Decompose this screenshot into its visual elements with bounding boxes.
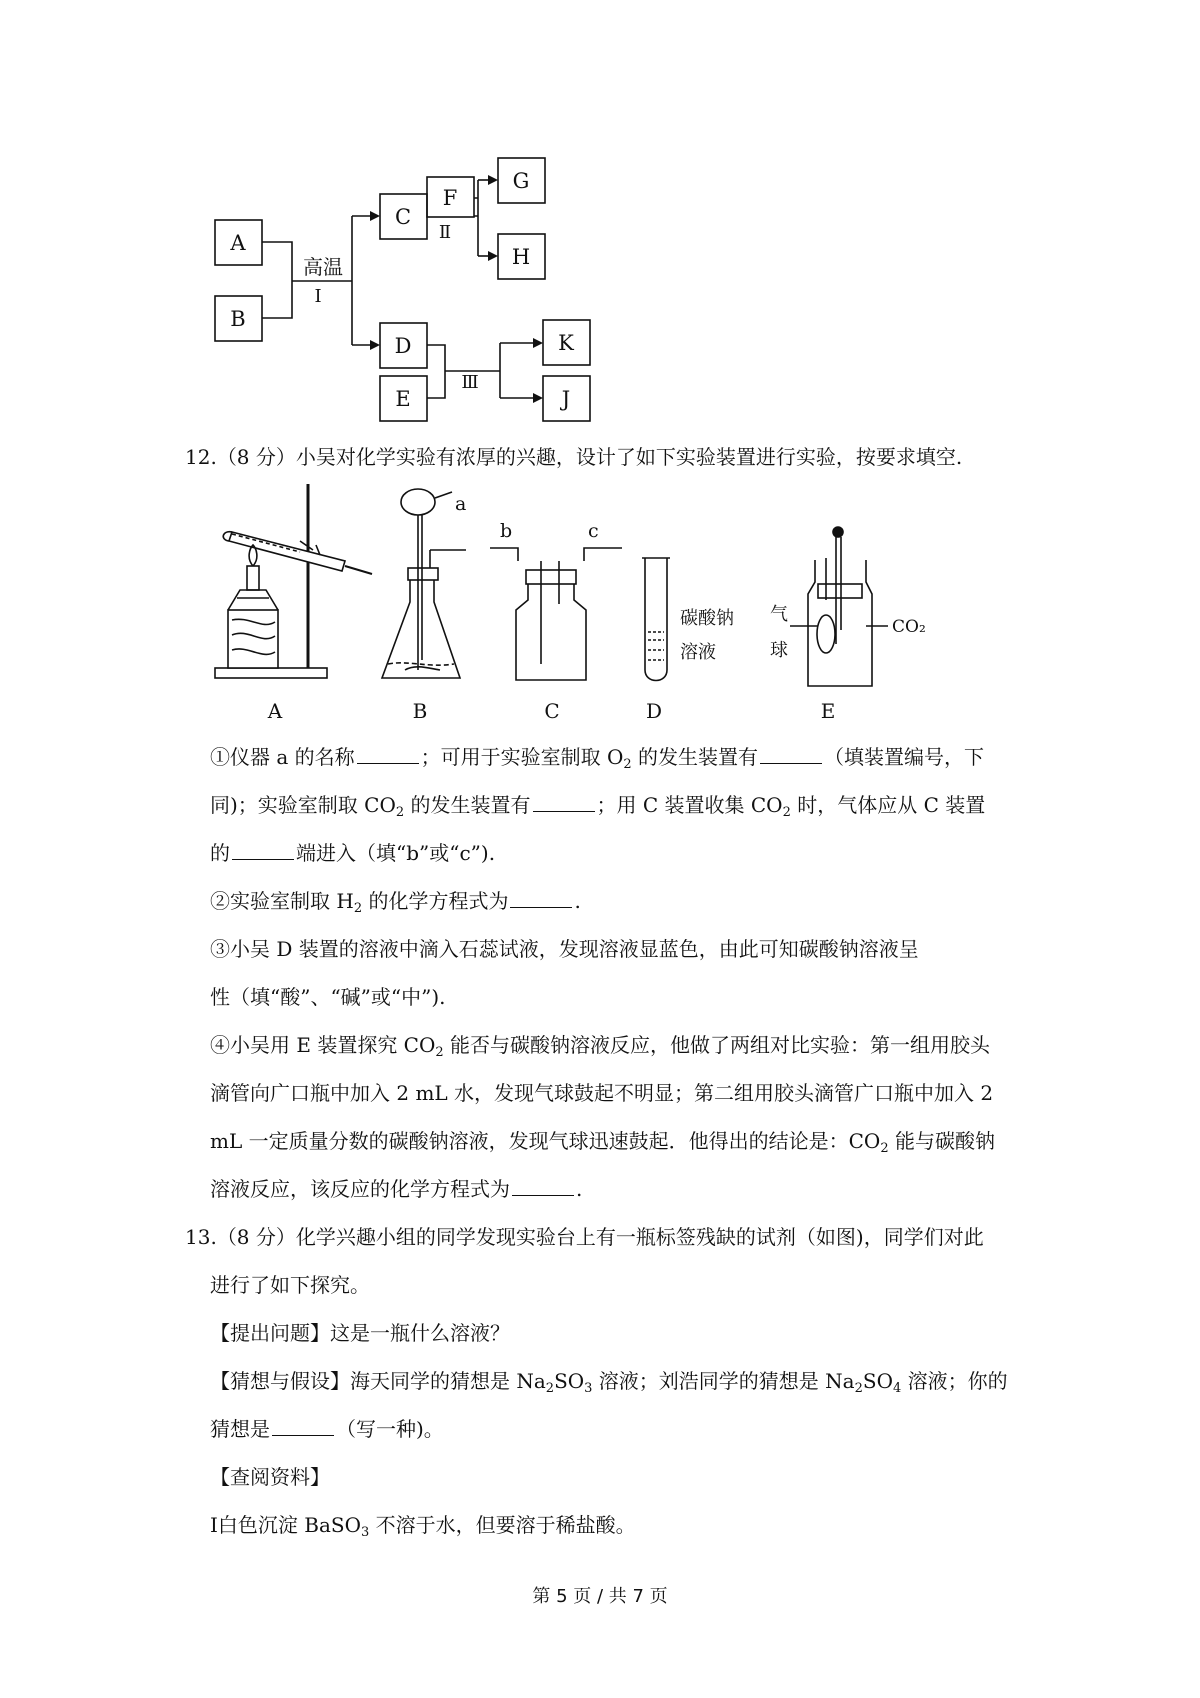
- q13-hypothesis-line1: [210, 1368, 1008, 1394]
- q12-part3-line1: ③小吴 D 装置的溶液中滴入石蕊试液，发现溶液显蓝色，由此可知碳酸钠溶液呈: [210, 937, 919, 961]
- text: ④小吴用 E 装置探究 CO: [210, 1033, 436, 1057]
- q12-part1-line3: [210, 840, 495, 866]
- subscript: 3: [360, 1525, 370, 1540]
- box-j-label: J: [561, 387, 571, 411]
- q12-part4-line4: [210, 1176, 582, 1202]
- arrow-to-g: [488, 175, 498, 185]
- subscript: 2: [782, 805, 791, 820]
- apparatus-label-b: B: [412, 699, 428, 723]
- arrow-to-c: [370, 211, 380, 221]
- step-1-label: Ⅰ: [314, 286, 322, 307]
- box-e-label: E: [395, 387, 411, 411]
- step-2-label: Ⅱ: [438, 222, 452, 243]
- text: （8 分）化学兴趣小组的同学发现实验台上有一瓶标签残缺的试剂（如图)，同学们对此: [216, 1225, 984, 1249]
- answer-blank[interactable]: [357, 745, 419, 764]
- box-a-label: A: [230, 231, 246, 255]
- text: ；可用于实验室制取 O: [420, 745, 624, 769]
- q12-part4-line1: [210, 1032, 990, 1058]
- answer-blank[interactable]: [510, 889, 572, 908]
- flowchart-diagram: [0, 0, 1200, 440]
- box-b-label: B: [230, 307, 246, 331]
- subscript: 3: [584, 1381, 593, 1396]
- q12-header: [185, 444, 962, 470]
- e-co2-label: CO₂: [892, 617, 926, 637]
- q12-part1-line1: [210, 744, 984, 770]
- q13-reference-1: [210, 1512, 636, 1538]
- text: 的发生装置有: [631, 745, 759, 769]
- text: .: [574, 889, 581, 913]
- text: mL 一定质量分数的碳酸钠溶液，发现气球迅速鼓起．他得出的结论是：CO: [210, 1129, 881, 1153]
- q13-number: 13.: [185, 1225, 217, 1249]
- q12-header-text: （8 分）小吴对化学实验有浓厚的兴趣，设计了如下实验装置进行实验，按要求填空.: [216, 445, 963, 469]
- text: 溶液；刘浩同学的猜想是 Na: [592, 1369, 855, 1393]
- arrow-to-h: [488, 251, 498, 261]
- text: ；用 C 装置收集 CO: [596, 793, 783, 817]
- text: Ⅰ白色沉淀 BaSO: [210, 1513, 361, 1537]
- d-solution-line1: 碳酸钠: [680, 608, 734, 629]
- page-footer: 第 5 页 / 共 7 页: [532, 1586, 668, 1607]
- apparatus-label-e: E: [820, 699, 836, 723]
- apparatus-figure: [0, 475, 1200, 730]
- text: 的化学方程式为: [362, 889, 509, 913]
- step-3-label: Ⅲ: [461, 372, 479, 393]
- arrow-to-d: [370, 340, 380, 350]
- mark-a: a: [455, 493, 467, 515]
- answer-blank[interactable]: [232, 841, 294, 860]
- q12-number: 12.: [185, 445, 217, 469]
- subscript: 2: [353, 901, 363, 916]
- text: ①仪器 a 的名称: [210, 745, 355, 769]
- answer-blank[interactable]: [760, 745, 822, 764]
- text: 不溶于水，但要溶于稀盐酸。: [369, 1513, 636, 1537]
- text: ②实验室制取 H: [210, 889, 354, 913]
- subscript: 2: [435, 1045, 444, 1060]
- q12-part4-line2: 滴管向广口瓶中加入 2 mL 水，发现气球鼓起不明显；第二组用胶头滴管广口瓶中加入 2: [210, 1081, 994, 1105]
- text: 时，气体应从 C 装置: [790, 793, 986, 817]
- text: 溶液反应，该反应的化学方程式为: [210, 1177, 510, 1201]
- subscript: 2: [880, 1141, 889, 1156]
- q12-part4-line3: [210, 1128, 995, 1154]
- text: 同)；实验室制取 CO: [210, 793, 396, 817]
- text: 的发生装置有: [404, 793, 531, 817]
- answer-blank[interactable]: [533, 793, 595, 812]
- e-balloon-line2: 球: [770, 640, 788, 661]
- apparatus-c: [490, 548, 622, 680]
- mark-b: b: [500, 520, 513, 542]
- apparatus-label-d: D: [645, 699, 663, 723]
- answer-blank[interactable]: [512, 1177, 574, 1196]
- subscript: 2: [545, 1381, 555, 1396]
- subscript: 2: [395, 805, 405, 820]
- apparatus-d: [642, 558, 670, 681]
- q13-references-heading: 【查阅资料】: [210, 1465, 330, 1489]
- text: （填装置编号，下: [824, 745, 985, 769]
- subscript: 2: [623, 757, 632, 772]
- arrow-to-k: [533, 338, 543, 348]
- text: 溶液；你的: [901, 1369, 1008, 1393]
- text: 猜想是: [210, 1417, 270, 1441]
- box-k-label: K: [558, 331, 574, 355]
- box-c-label: C: [394, 205, 412, 229]
- mark-c: c: [588, 520, 599, 542]
- text: 端进入（填“b”或“c”).: [296, 841, 496, 865]
- e-balloon-line1: 气: [770, 604, 788, 625]
- q12-part1-line2: [210, 792, 985, 818]
- q13-problem-heading: 【提出问题】这是一瓶什么溶液？: [210, 1321, 510, 1345]
- box-h-label: H: [511, 245, 531, 269]
- apparatus-b: [382, 489, 466, 678]
- text: SO: [862, 1369, 893, 1393]
- text: 能与碳酸钠: [888, 1129, 995, 1153]
- apparatus-e: [790, 527, 888, 686]
- apparatus-label-a: A: [267, 699, 283, 723]
- q12-part2: [210, 888, 581, 914]
- text: （写一种)。: [336, 1417, 444, 1441]
- text: 的: [210, 841, 230, 865]
- q13-hypothesis-line2: [210, 1416, 444, 1442]
- q13-line2: 进行了如下探究。: [210, 1273, 370, 1297]
- d-solution-line2: 溶液: [680, 642, 716, 663]
- q12-part3-line2: 性（填“酸”、“碱”或“中”).: [210, 985, 446, 1009]
- answer-blank[interactable]: [272, 1417, 334, 1436]
- text: .: [576, 1177, 583, 1201]
- apparatus-a: [215, 484, 372, 678]
- box-g-label: G: [512, 169, 530, 193]
- apparatus-label-c: C: [544, 699, 560, 723]
- subscript: 2: [854, 1381, 863, 1396]
- text: 【猜想与假设】海天同学的猜想是 Na: [210, 1369, 546, 1393]
- q13-line1: [185, 1224, 984, 1250]
- box-f-label: F: [442, 186, 458, 210]
- arrow-to-j: [533, 393, 543, 403]
- box-d-label: D: [394, 334, 412, 358]
- condition-high-temp: 高温: [303, 255, 343, 279]
- text: 能否与碳酸钠溶液反应，他做了两组对比实验：第一组用胶头: [443, 1033, 991, 1057]
- text: SO: [554, 1369, 585, 1393]
- subscript: 4: [892, 1381, 902, 1396]
